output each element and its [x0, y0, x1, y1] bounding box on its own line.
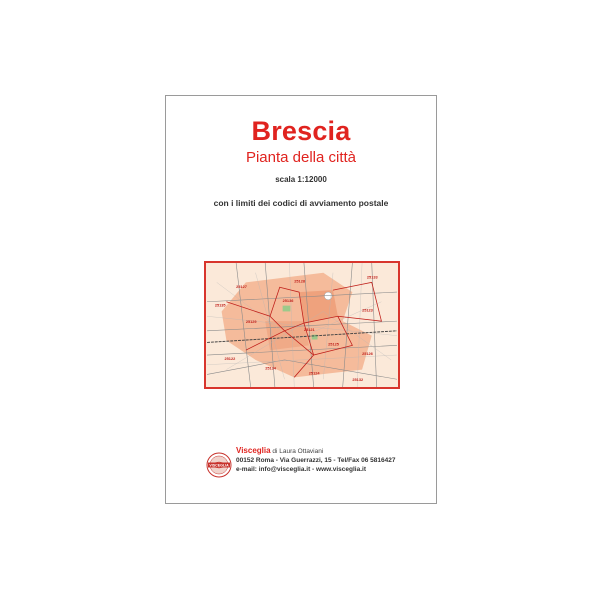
zone-label: 25134 [265, 365, 276, 371]
publisher-address: 00152 Roma - Via Guerrazzi, 15 - Tel/Fax 06 5816427 [236, 457, 396, 464]
map-cover [165, 95, 437, 504]
publisher-name: Visceglia [236, 446, 271, 455]
logo-text: VISCEGLIA [209, 463, 229, 468]
zone-label: 25124 [308, 370, 320, 376]
zone-label: 25136 [282, 297, 294, 303]
zone-label: 25125 [328, 341, 339, 347]
publisher-logo [206, 452, 232, 478]
description-text: con i limiti dei codici di avviamento postale [213, 198, 389, 208]
publisher-contact: e-mail: info@visceglia.it - www.visceglia.it [236, 466, 366, 473]
publisher-line-name [236, 446, 395, 456]
zone-label: 25135 [214, 302, 226, 308]
publisher-info [206, 446, 426, 486]
page-subtitle: Pianta della città [245, 149, 357, 166]
city-map-thumbnail [204, 261, 400, 389]
zone-label: 25129 [245, 319, 257, 325]
zone-label: 25132 [352, 377, 364, 383]
zone-label: 25126 [362, 351, 373, 357]
zone-label: 25121 [303, 326, 315, 332]
scale-label: scala 1:12000 [275, 175, 327, 184]
page-title: Brescia [251, 116, 351, 146]
zone-label: 25123 [362, 307, 373, 313]
zone-label: 25127 [236, 284, 247, 290]
zone-label: 25128 [294, 278, 305, 284]
publisher-text [236, 446, 395, 474]
publisher-owner: di Laura Ottaviani [270, 448, 324, 455]
zone-label: 25133 [366, 274, 378, 280]
city-map-image [206, 263, 398, 387]
zone-label: 25122 [224, 355, 236, 361]
